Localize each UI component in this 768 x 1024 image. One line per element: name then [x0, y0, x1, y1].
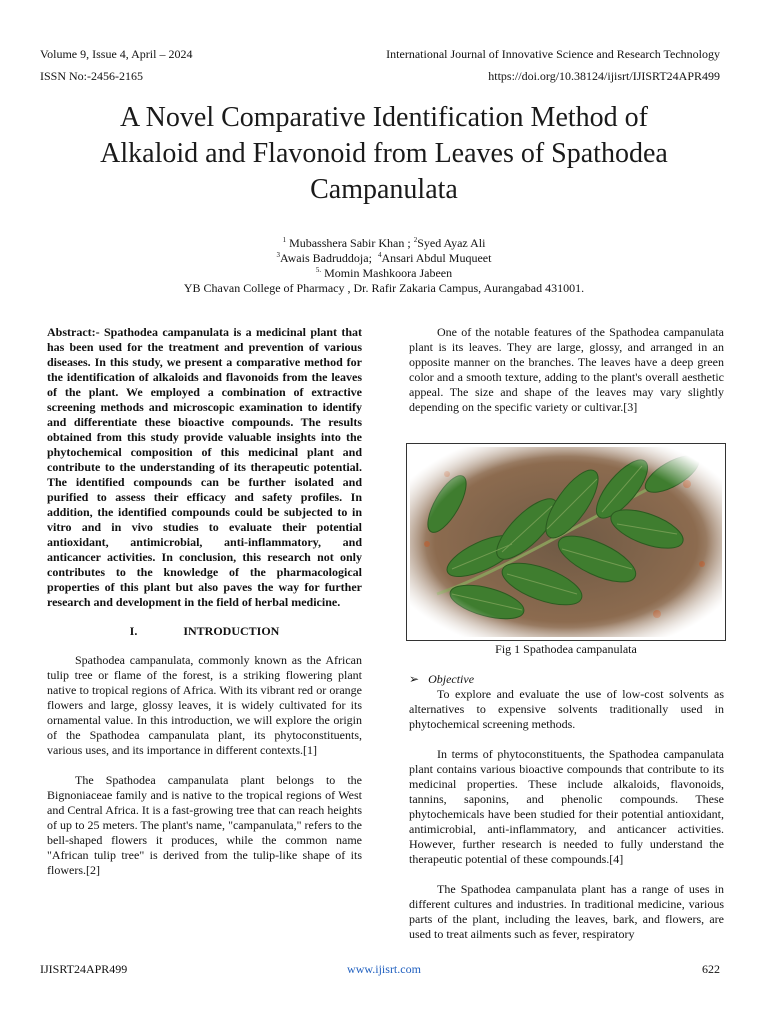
author-block	[40, 236, 728, 296]
author-1: Mubasshera Sabir Khan ;	[289, 236, 411, 250]
right-paragraph-phytoconstituents: In terms of phytoconstituents, the Spathodea campanulata plant contains various bioactive compounds that contribute to its medicinal properties. These include alkaloids, flavonoids, tannins, saponins, and phenolic compounds. These phytochemicals have been studied for their potential antioxidant, antimicrobial, anti-inflammatory, and anticancer activities. However, further research is needed to fully understand the therapeutic potential of these compounds.[4]	[409, 747, 724, 866]
issn: ISSN No:-2456-2165	[40, 69, 144, 83]
author-4-affil: 4	[377, 251, 382, 259]
leaf-photo-image	[407, 444, 725, 640]
section-heading-introduction	[47, 624, 362, 639]
author-line-2	[40, 251, 728, 266]
author-3-affil: 3	[276, 251, 281, 259]
title-line-3: Campanulata	[310, 174, 458, 205]
right-paragraph-1: One of the notable features of the Spathodea campanulata plant is its leaves. They are large, glossy, and arranged in an opposite manner on the branches. The leaves have a deep green color and a smooth texture, adding to the plant's overall aesthetic appeal. The size and shape of the leaves may vary slightly depending on the specific variety or cultivar.[3]	[409, 325, 724, 414]
right-column-top	[409, 325, 724, 415]
figure-caption: Fig 1 Spathodea campanulata	[495, 642, 637, 656]
left-column	[47, 325, 362, 878]
author-line-3	[40, 266, 728, 281]
author-5-affil: 5.	[315, 266, 322, 274]
author-1-affil: 1	[282, 236, 287, 244]
title-line-2: Alkaloid and Flavonoid from Leaves of Spathodea	[100, 138, 668, 169]
right-column-bottom	[409, 687, 724, 942]
footer-paper-id: IJISRT24APR499	[40, 962, 128, 976]
objective-heading	[409, 672, 474, 687]
author-3: Awais Badruddoja;	[280, 251, 372, 265]
section-number: I.	[129, 624, 138, 638]
objective-label: Objective	[428, 672, 475, 686]
page-number: 622	[702, 962, 720, 976]
title-line-1: A Novel Comparative Identification Method of	[120, 102, 648, 133]
author-2-affil: 2	[413, 236, 418, 244]
intro-paragraph-2: The Spathodea campanulata plant belongs to the Bignoniaceae family and is native to the tropical regions of West and Central Africa. It is a fast-growing tree that can reach heights of up to 25 meters. The plant's name, "campanulata," refers to the bell-shaped flowers it produces, while the common name "African tulip tree" is derived from the tulip-like shape of its flowers.[2]	[47, 773, 362, 877]
footer-website-link[interactable]: www.ijisrt.com	[347, 962, 421, 976]
objective-paragraph: To explore and evaluate the use of low-cost solvents as alternatives to expensive solvents traditionally used in phytochemical screening methods.	[409, 687, 724, 731]
volume-info: Volume 9, Issue 4, April – 2024	[40, 47, 193, 61]
author-4: Ansari Abdul Muqueet	[381, 251, 492, 265]
author-line-1	[40, 236, 728, 251]
intro-paragraph-1: Spathodea campanulata, commonly known as the African tulip tree or flame of the forest, is a striking flowering plant native to tropical regions of Africa. With its vibrant red or orange flowers and large, glossy leaves, it is widely cultivated for its ornamental value. In this introduction, we will explore the origin of the Spathodea campanulata plant, its phytoconstituents, various uses, and its importance in different contexts.[1]	[47, 653, 362, 757]
section-title: INTRODUCTION	[183, 624, 280, 638]
right-paragraph-uses: The Spathodea campanulata plant has a range of uses in different cultures and industries. In traditional medicine, various parts of the plant, including the leaves, bark, and flowers, are used to treat ailments such as fever, respiratory	[409, 882, 724, 941]
arrow-bullet-icon: ➢	[409, 672, 420, 686]
author-5: Momin Mashkoora Jabeen	[324, 266, 453, 280]
affiliation: YB Chavan College of Pharmacy , Dr. Rafir Zakaria Campus, Aurangabad 431001.	[183, 281, 585, 295]
doi-link[interactable]: https://doi.org/10.38124/ijisrt/IJISRT24APR499	[488, 69, 720, 83]
figure-leaf-photo	[406, 443, 726, 641]
abstract: Abstract:- Spathodea campanulata is a medicinal plant that has been used for the treatment and prevention of various diseases. In this study, we present a comparative method for the identification of alkaloids and flavonoids from the leaves of the plant. We employed a combination of extractive screening methods and microscopic examination to identify and differentiate these bioactive compounds. The results obtained from this study provide valuable insights into the phytochemical composition of this medicinal plant and contribute to the understanding of its therapeutic potential. The identified compounds can be further isolated and purified to assess their efficacy and safety profiles. In addition, the identified compounds could be subjected to in vitro and in vivo studies to evaluate their potential antioxidant, antimicrobial, anti-inflammatory, and anticancer activities. In conclusion, this research not only contributes to the knowledge of the pharmacological properties of this plant but also paves the way for further research and development in the field of herbal medicine.	[47, 325, 362, 609]
journal-name: International Journal of Innovative Science and Research Technology	[386, 47, 720, 61]
paper-title	[40, 100, 728, 208]
author-2: Syed Ayaz Ali	[417, 236, 486, 250]
